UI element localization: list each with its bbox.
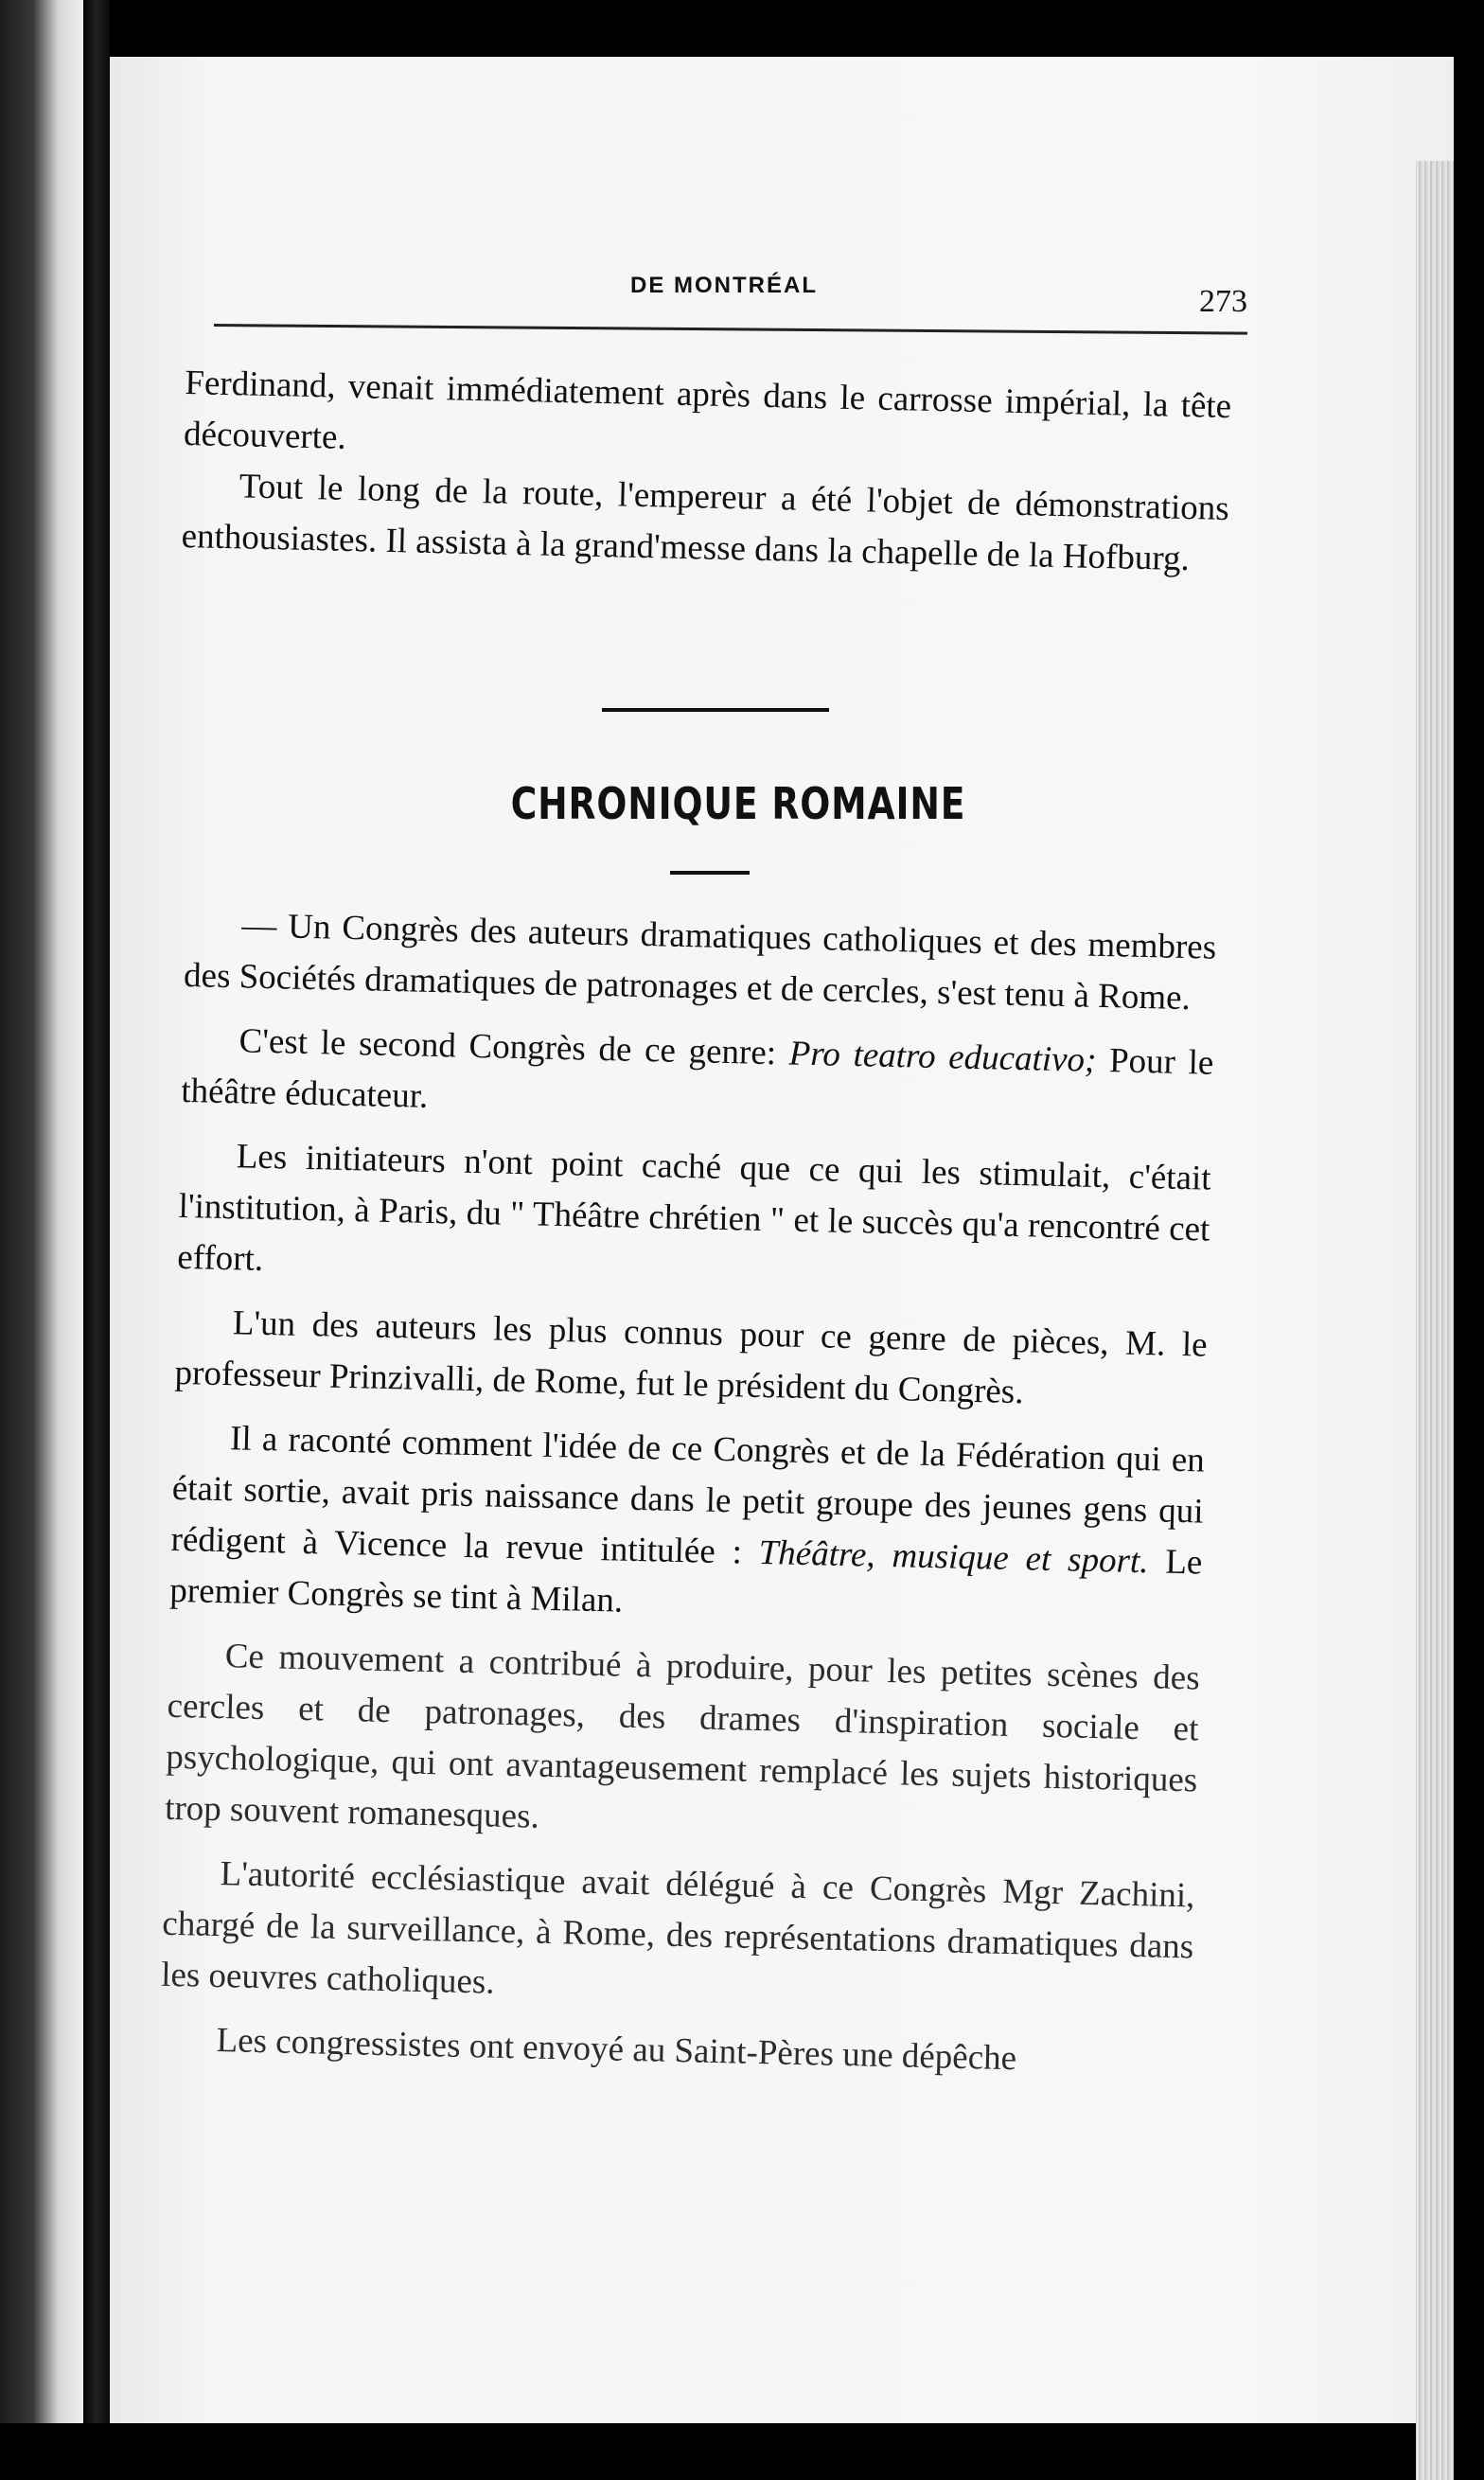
italic-title: Pro teatro educativo; — [788, 1034, 1097, 1080]
facing-page-edge — [0, 0, 83, 2423]
continued-text — [181, 358, 1232, 586]
paragraph — [181, 1015, 1214, 1141]
page-header — [214, 263, 1247, 339]
title-underline — [670, 871, 750, 875]
paragraph: Les congressistes ont envoyé au Saint-Pères une dépêche — [216, 2021, 1017, 2079]
text-run: Il a raconté comment l'idée de ce Congrès et de la Fédération qui en était sortie, avait pris naissance dans le petit groupe des jeunes gens qui rédigent à Vicence la revue intitulée : — [170, 1419, 1206, 1572]
text-run: C'est le second Congrès de ce genre: — [238, 1021, 790, 1073]
page-stack-edges — [1416, 161, 1454, 2480]
paragraph — [169, 1412, 1206, 1640]
header-rule — [214, 324, 1247, 335]
italic-title: Théâtre, musique et sport. — [758, 1532, 1149, 1582]
paragraph: Ferdinand, venait immédiatement après dans le carrosse impérial, la tête découverte. — [183, 363, 1232, 457]
paragraph: L'autorité ecclésiastique avait délégué à ce Congrès Mgr Zachini, chargé de la surveillance, à Rome, des représentations dramatiques dans les oeuvres catholiques. — [160, 1854, 1195, 2002]
running-head: DE MONTRÉAL — [630, 273, 818, 298]
paragraph: Les initiateurs n'ont point caché que ce qui les stimulait, c'était l'institution, à Paris, du " Théâtre chrétien " et le succès qu'a rencontré cet effort. — [176, 1137, 1212, 1279]
paragraph: — Un Congrès des auteurs dramatiques catholiques et des membres des Sociétés dramatiques de patronages et de cercles, s'est tenu à Rome. — [183, 906, 1217, 1019]
book-gutter — [83, 0, 110, 2423]
section-title: CHRONIQUE ROMAINE — [510, 778, 966, 829]
paragraph: Ce mouvement a contribué à produire, pour les petites scènes des cercles et de patronages, des drames d'inspiration sociale et psychologique, qui ont avantageusement remplacé les sujets historiques trop souvent romanesques. — [164, 1637, 1201, 1836]
article-body — [159, 899, 1217, 2101]
text-run: Le premier Congrès se tint à Milan. — [168, 1542, 1203, 1621]
paragraph: Tout le long de la route, l'empereur a été l'objet de démonstrations enthousiastes. Il assista à la grand'messe dans la chapelle de la Hofburg. — [181, 467, 1230, 579]
paragraph: L'un des auteurs les plus connus pour ce genre de pièces, M. le professeur Prinzivalli, de Rome, fut le président du Congrès. — [174, 1303, 1209, 1412]
text-run: Pour le théâtre éducateur. — [180, 1040, 1214, 1116]
page-number: 273 — [1199, 284, 1247, 319]
section-divider — [602, 708, 829, 712]
